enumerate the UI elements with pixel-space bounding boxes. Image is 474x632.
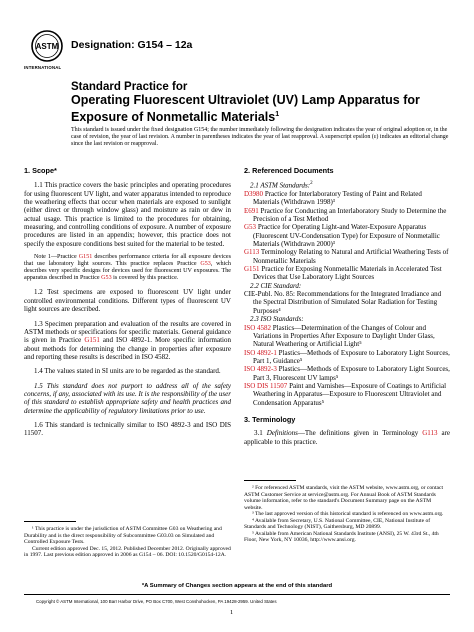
ref-link[interactable]: D3980 xyxy=(244,190,264,199)
ref-link[interactable]: G53 xyxy=(244,223,257,232)
right-column xyxy=(244,167,450,446)
footnote-4: ⁴ Available from Secretary, U.S. National Committee, CIE, National Institute of Standards and Technology (NIST), Gaithersburg, MD 20899. xyxy=(244,517,431,531)
footnote-1b: Current edition approved Dec. 15, 2012. Published December 2012. Originally approved in 1997. Last previous edition approved in 2006 as G154 – 06. DOI: 10.1520/G0154-12A. xyxy=(24,545,231,559)
link-g151-2[interactable]: G151 xyxy=(84,336,100,345)
terminology-heading: 3. Terminology xyxy=(244,414,296,424)
international-label: INTERNATIONAL xyxy=(24,65,62,70)
ref-astm-4: G151 Practice for Exposing Nonmetallic Materials in Accelerated Test Devices that Use Laboratory Light Sources xyxy=(244,265,442,282)
link-g53[interactable]: G53 xyxy=(200,261,211,268)
references-heading: 2. Referenced Documents xyxy=(244,166,334,175)
right-footnotes xyxy=(244,485,450,544)
scope-1-6: 1.6 This standard is technically similar to ISO 4892-3 and ISO DIS 11507. xyxy=(24,420,231,438)
ref-astm-2: G53 Practice for Operating Light-and Water-Exposure Apparatus (Fluorescent UV-Condensation Type) for Exposure of Nonmetallic Materials (Withdrawn 2000)³ xyxy=(244,223,440,249)
issuance-note: This standard is issued under the fixed designation G154; the number immediately following the designation indicates the year of original adoption or, in the case of revision, the year of last revision. A number in parentheses indicates the year of last reapproval. A superscript epsilon (ε) indicates an editorial change since the last revision or reapproval. xyxy=(71,127,449,148)
footnote-divider-right xyxy=(244,480,296,481)
ref-cie: CIE-Publ. No. 85: Recommendations for the Integrated Irradiance and the Spectral Distribution of Simulated Solar Radiation for Testing Purposes⁴ xyxy=(244,290,442,315)
title-line-1: Operating Fluorescent Ultraviolet (UV) Lamp Apparatus for xyxy=(71,93,420,107)
terminology-3-1: 3.1 Definitions—The definitions given in Terminology G113 are applicable to this practice. xyxy=(244,429,451,446)
ref-link[interactable]: ISO DIS 11507 xyxy=(244,381,288,390)
title-kind: Standard Practice for xyxy=(71,81,188,93)
ref-link[interactable]: ISO 4582 xyxy=(244,323,272,332)
left-column xyxy=(24,167,231,438)
ref-iso-0: ISO 4582 Plastics—Determination of the Changes of Colour and Variations in Properties After Exposure to Daylight Under Glass, Natural Weathering or Artificial Light⁵ xyxy=(244,323,435,349)
scope-1-1: 1.1 This practice covers the basic principles and operating procedures for using fluorescent UV light, and water apparatus intended to reproduce the weathering effects that occur when materials are exposed to sunlight (either direct or through window glass) and moisture as rain or dew in actual usage. This practice is limited to the procedures for obtaining, measuring, and controlling conditions of exposure. A number of exposure procedures are listed in an appendix; however, this practice does not specify the exposure conditions best suited for the material to be tested. xyxy=(24,181,231,248)
ref-astm-3: G113 Terminology Relating to Natural and Artificial Weathering Tests of Nonmetallic Materials xyxy=(244,248,449,265)
astm-logo xyxy=(31,30,63,62)
footer-divider xyxy=(24,594,450,595)
note-1: Note 1—Practice G151 describes performance criteria for all exposure devices that use laboratory light sources. This practice replaces Practice G53, which describes very specific designs for devices used for fluorescent UV exposures. The apparatus described in Practice G53 is covered by this practice. xyxy=(24,254,232,282)
copyright: Copyright © ASTM International, 100 Barr Harbor Drive, PO Box C700, West Conshohocken, PA 19428-2959. United States xyxy=(36,599,277,604)
ref-link[interactable]: E691 xyxy=(244,206,259,215)
footnote-3: ³ The last approved version of this historical standard is referenced on www.astm.org. xyxy=(252,511,444,518)
ref-astm-1: E691 Practice for Conducting an Interlaboratory Study to Determine the Precision of a Test Method xyxy=(244,206,447,224)
astm-standards-heading: 2.1 ASTM Standards:$^2$ xyxy=(250,181,313,190)
link-g113[interactable]: G113 xyxy=(422,429,438,438)
ref-iso-2: ISO 4892-3 Plastics—Methods of Exposure to Laboratory Light Sources, Part 3, Fluorescent UV lamps⁵ xyxy=(244,365,450,382)
ref-iso-1: ISO 4892-1 Plastics—Methods of Exposure to Laboratory Light Sources, Part 1, Guidance⁵ xyxy=(244,348,450,365)
logo-text: ASTM xyxy=(35,42,59,51)
title-line-2: Exposure of Nonmetallic Materials xyxy=(71,109,276,124)
cie-heading: 2.2 CIE Standard: xyxy=(250,281,302,290)
link-g151[interactable]: G151 xyxy=(78,254,93,261)
scope-heading: 1. Scope* xyxy=(24,166,57,175)
link-g53-2[interactable]: G53 xyxy=(101,275,112,282)
left-footnotes xyxy=(24,526,231,559)
ref-link[interactable]: G113 xyxy=(244,248,260,257)
summary-of-changes-note: *A Summary of Changes section appears at the end of this standard xyxy=(141,583,333,589)
ref-link[interactable]: ISO 4892-3 xyxy=(244,365,277,374)
scope-1-3: 1.3 Specimen preparation and evaluation of the results are covered in ASTM methods or specifications for specific materials. General guidance is given in Practice G151 and ISO 4892-1. More specific information about methods for determining the change in properties after exposure and reporting these results is described in ISO 4582. xyxy=(24,319,231,361)
footnote-5: ⁵ Available from American National Standards Institute (ANSI), 25 W. 43rd St., 4th Floor, New York, NY 10036, http://www.ansi.org. xyxy=(244,530,439,544)
footnote-divider-left xyxy=(24,521,76,522)
designation: Designation: G154 – 12a xyxy=(71,39,193,51)
footnote-2: ² For referenced ASTM standards, visit the ASTM website, www.astm.org, or contact ASTM Customer Service at service@astm.org. For Annual Book of ASTM Standards volume information, refer to the standard's Document Summary page on the ASTM website. xyxy=(244,485,444,511)
scope-1-4: 1.4 The values stated in SI units are to be regarded as the standard. xyxy=(34,367,221,376)
ref-link[interactable]: G151 xyxy=(244,265,260,274)
title-footnote-mark: 1 xyxy=(275,110,280,118)
document-title xyxy=(71,81,420,124)
footnote-1: ¹ This practice is under the jurisdiction of ASTM Committee G03 on Weathering and Durability and is the direct responsibility of Subcommittee G03.03 on Simulated and Controlled Exposure Tests. xyxy=(24,526,222,546)
ref-link[interactable]: ISO 4892-1 xyxy=(244,348,277,357)
ref-iso-3: ISO DIS 11507 Paint and Varnishes—Exposure of Coatings to Artificial Weathering in Apparatus—Exposure to Fluorescent Ultraviolet and Condensation Apparatus⁵ xyxy=(244,381,447,407)
ref-astm-0: D3980 Practice for Interlaboratory Testing of Paint and Related Materials (Withdrawn 1998)³ xyxy=(244,190,422,207)
iso-heading: 2.3 ISO Standards: xyxy=(250,315,304,324)
scope-1-5: 1.5 This standard does not purport to address all of the safety concerns, if any, associated with its use. It is the responsibility of the user of this standard to establish appropriate safety and health practices and determine the applicability of regulatory limitations prior to use. xyxy=(24,381,231,415)
scope-1-2: 1.2 Test specimens are exposed to fluorescent UV light under controlled environmental conditions. Different types of fluorescent UV light sources are described. xyxy=(24,288,231,314)
page-number: 1 xyxy=(230,609,234,616)
